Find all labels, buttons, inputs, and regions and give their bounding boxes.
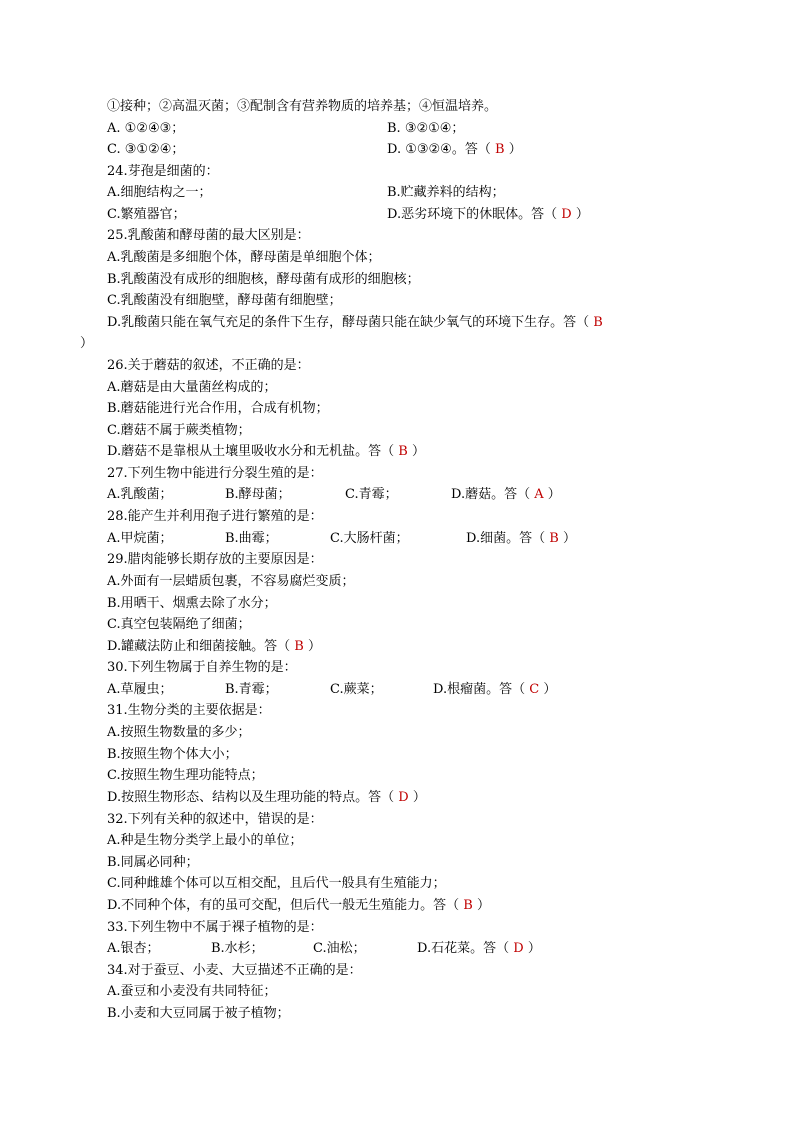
question-32-option-b: B.同属必同种； — [107, 855, 199, 870]
question-31-option-b: B.按照生物个体大小； — [107, 747, 238, 762]
question-24-stem: 24.芽孢是细菌的： — [107, 164, 219, 179]
question-33-stem: 33.下列生物中不属于裸子植物的是： — [107, 920, 323, 935]
question-29-option-d: D.罐藏法防止和细菌接触。答（ B ） — [107, 639, 321, 654]
question-32-option-a: A.种是生物分类学上最小的单位； — [107, 833, 303, 848]
question-34-option-b: B.小麦和大豆同属于被子植物； — [107, 1006, 290, 1021]
question-31-option-c: C.按照生物生理功能特点； — [107, 768, 264, 783]
question-25-wrap: ） — [80, 336, 94, 351]
answer-27: A — [534, 487, 544, 502]
answer-23: B — [494, 142, 505, 157]
question-25-option-b: B.乳酸菌没有成形的细胞核，酵母菌有成形的细胞核； — [107, 272, 420, 287]
question-25-option-a: A.乳酸菌是多细胞个体，酵母菌是单细胞个体； — [107, 250, 381, 265]
answer-28: B — [549, 531, 559, 546]
answer-25: B — [593, 315, 603, 330]
question-31-option-a: A.按照生物数量的多少； — [107, 725, 251, 740]
question-29-option-b: B.用晒干、烟熏去除了水分； — [107, 596, 277, 611]
question-34-stem: 34.对于蚕豆、小麦、大豆描述不正确的是： — [107, 963, 362, 978]
answer-30: C — [529, 682, 540, 697]
answer-32: B — [463, 898, 473, 913]
question-26-option-d: D.蘑菇不是靠根从土壤里吸收水分和无机盐。答（ B ） — [107, 444, 425, 459]
document-page: ①接种；②高温灭菌；③配制含有营养物质的培养基；④恒温培养。 A. ①②④③； B. ③②①④； C. ③①②④； D. ①③②④。答（ B ） 24.芽孢是细菌的： A.细胞结构之一； B.贮藏养料的结构； C.繁殖器官； D.恶劣环境下的休眠体。答（ D ） 25.乳酸菌和酵母菌的最大区别是： A.乳酸菌是多细胞个体，酵母菌是单细胞个体； B.乳酸菌没有成形的细胞核，酵母菌有成形的细胞核； C.乳酸菌没有细胞壁，酵母菌有细胞壁； D.乳酸菌只能在氧气充足的条件下生存，酵母菌只能在缺少氧气的环境下生存。答（ B ） 26.关于蘑菇的叙述，不正确的是： A.蘑菇是由大量菌丝构成的； B.蘑菇能进行光合作用，合成有机物； C.蘑菇不属于蕨类植物； D.蘑菇不是靠根从土壤里吸收水分和无机盐。答（ B ） 27.下列生物中能进行分裂生殖的是： A.乳酸菌； B.酵母菌； C.青霉； D.蘑菇。答（ A ） 28.能产生并利用孢子进行繁殖的是： A.甲烷菌； B.曲霉； C.大肠杆菌； D.细菌。答（ B ） 29.腊肉能够长期存放的主要原因是： A.外面有一层蜡质包裹，不容易腐烂变质； B.用晒干、烟熏去除了水分； C.真空包装隔绝了细菌； D.罐藏法防止和细菌接触。答（ B ） 30.下列生物属于自养生物的是： A.草履虫； B.青霉； C.蕨菜； D.根瘤菌。答（ C ） 31.生物分类的主要依据是： A.按照生物数量的多少； B.按照生物个体大小； C.按照生物生理功能特点； D.按照生物形态、结构以及生理功能的特点。答（ D ） 32.下列有关种的叙述中，错误的是： A.种是生物分类学上最小的单位； B.同属必同种； C.同种雌雄个体可以互相交配，且后代一般具有生殖能力； D.不同种个体，有的虽可交配，但后代一般无生殖能力。答（ B ） 33.下列生物中不属于裸子植物的是： A.银杏； B.水杉； C.油松； D.石花菜。答（ D ） 34.对于蚕豆、小麦、大豆描述不正确的是： A.蚕豆和小麦没有共同特征； B.小麦和大豆同属于被子植物； — [0, 0, 794, 1123]
question-26-option-a: A.蘑菇是由大量菌丝构成的； — [107, 380, 277, 395]
answer-24: D — [561, 207, 572, 222]
question-23-steps: ①接种；②高温灭菌；③配制含有营养物质的培养基；④恒温培养。 — [107, 99, 498, 114]
question-32-option-d: D.不同种个体，有的虽可交配，但后代一般无生殖能力。答（ B ） — [107, 898, 490, 913]
question-34-option-a: A.蚕豆和小麦没有共同特征； — [107, 984, 277, 999]
question-25-option-c: C.乳酸菌没有细胞壁，酵母菌有细胞壁； — [107, 293, 342, 308]
question-32-stem: 32.下列有关种的叙述中，错误的是： — [107, 812, 323, 827]
question-29-option-a: A.外面有一层蜡质包裹，不容易腐烂变质； — [107, 574, 355, 589]
question-26-stem: 26.关于蘑菇的叙述，不正确的是： — [107, 358, 310, 373]
question-31-stem: 31.生物分类的主要依据是： — [107, 703, 271, 718]
question-29-stem: 29.腊肉能够长期存放的主要原因是： — [107, 552, 323, 567]
question-28-stem: 28.能产生并利用孢子进行繁殖的是： — [107, 509, 323, 524]
question-25-option-d: D.乳酸菌只能在氧气充足的条件下生存，酵母菌只能在缺少氧气的环境下生存。答（ B — [107, 315, 603, 330]
question-27-stem: 27.下列生物中能进行分裂生殖的是： — [107, 466, 323, 481]
answer-33: D — [513, 941, 524, 956]
question-29-option-c: C.真空包装隔绝了细菌； — [107, 617, 251, 632]
answer-29: B — [294, 639, 304, 654]
answer-26: B — [398, 444, 408, 459]
question-32-option-c: C.同种雌雄个体可以互相交配，且后代一般具有生殖能力； — [107, 876, 446, 891]
question-26-option-b: B.蘑菇能进行光合作用，合成有机物； — [107, 401, 329, 416]
question-26-option-c: C.蘑菇不属于蕨类植物； — [107, 423, 251, 438]
answer-31: D — [398, 790, 409, 805]
question-30-stem: 30.下列生物属于自养生物的是： — [107, 660, 297, 675]
question-31-option-d: D.按照生物形态、结构以及生理功能的特点。答（ D ） — [107, 790, 426, 805]
question-25-stem: 25.乳酸菌和酵母菌的最大区别是： — [107, 228, 310, 243]
